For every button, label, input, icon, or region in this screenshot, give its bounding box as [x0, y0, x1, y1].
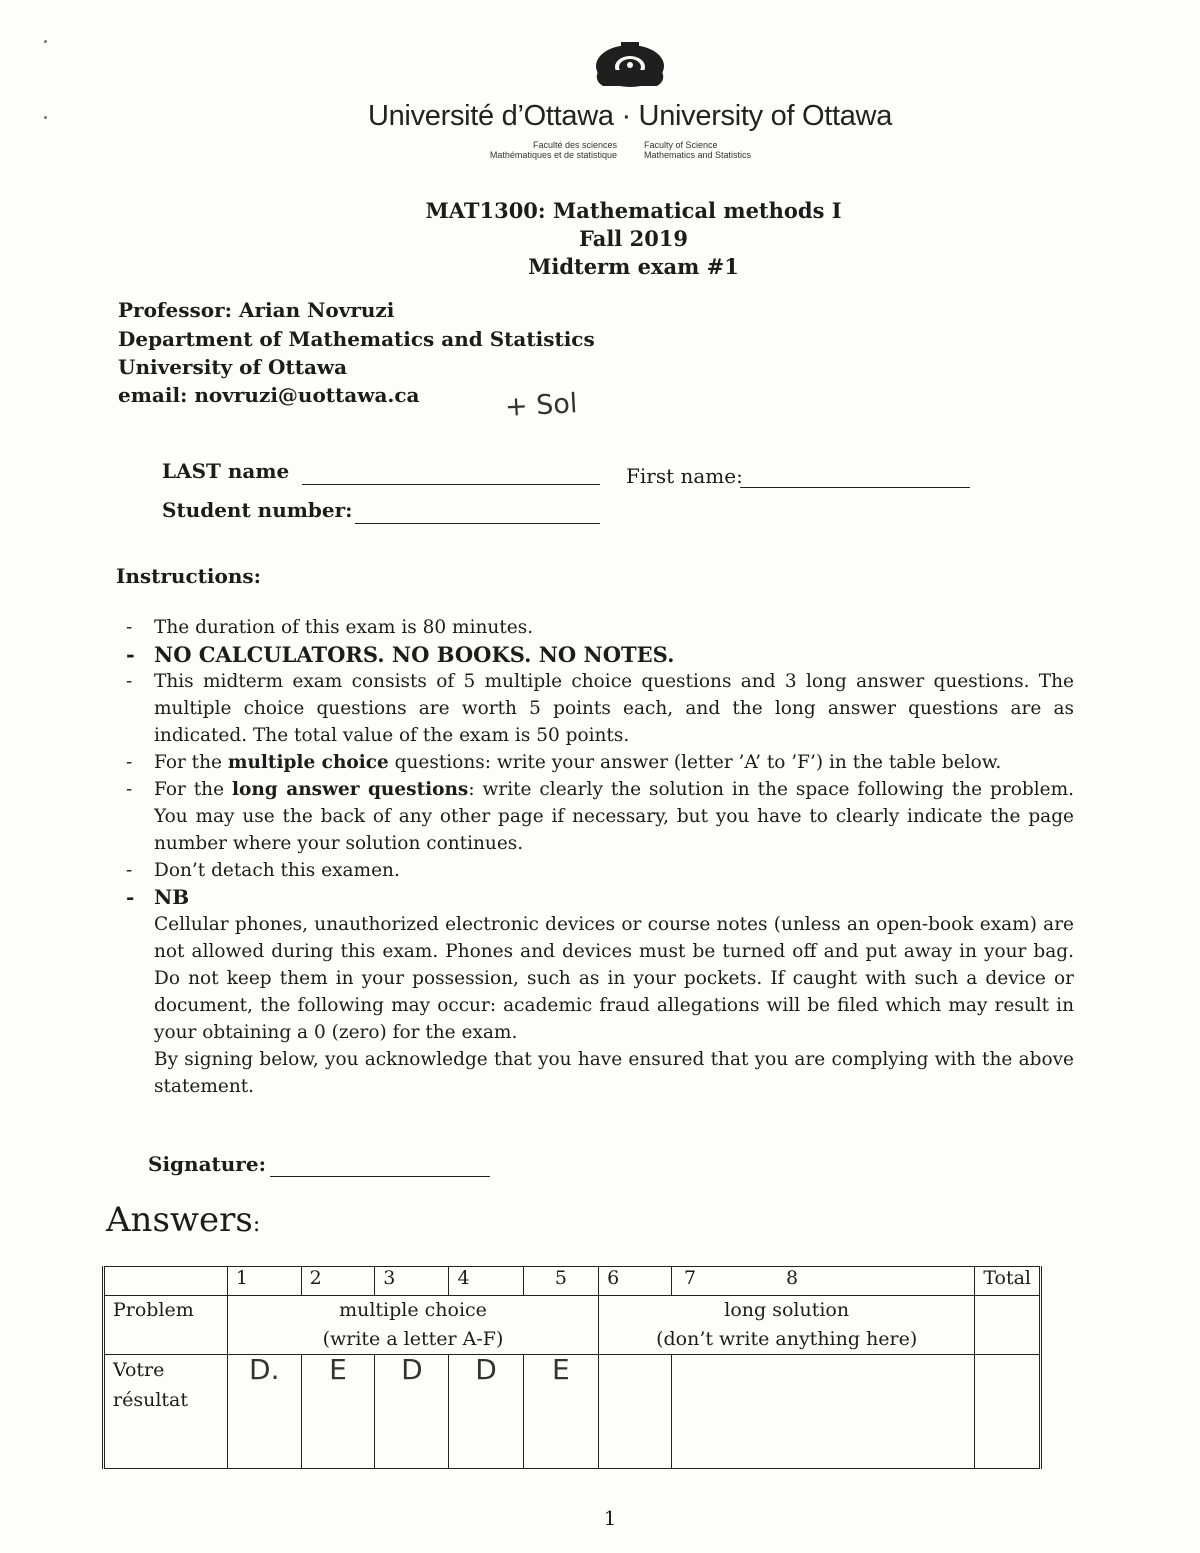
column-header: 1	[227, 1267, 301, 1296]
multiple-choice-label	[227, 1296, 598, 1355]
nb-paragraph: Cellular phones, unauthorized electronic devices or course notes (unless an open-book exam) are not allowed during this exam. Phones and devices must be turned off and put away in your bag. Do not keep them in your possession, such as in your pockets. If caught with such a device or document, the following may occur: academic fraud allegations will be filed which may result in your obtaining a 0 (zero) for the exam.	[154, 914, 1074, 1043]
mc-label-line1: multiple choice	[339, 1299, 487, 1321]
instruction-item	[126, 749, 1074, 776]
instruction-item: - Don’t detach this examen.	[126, 857, 1074, 884]
course-term: Fall 2019	[578, 226, 689, 251]
column-header-7: 7	[683, 1267, 697, 1289]
instruction-emphasis: long answer questions	[231, 779, 469, 800]
instruction-text: : write clearly the solution in the space following the problem. You may use the back of any other page if necessary, but you have to clearly indicate the page number where your solution continues.	[154, 779, 1075, 854]
student-number-line[interactable]	[355, 523, 600, 524]
result-label-line2: résultat	[113, 1389, 188, 1411]
long-solution-label	[599, 1296, 975, 1355]
answers-heading	[106, 1200, 260, 1240]
column-header: 5	[523, 1267, 598, 1296]
faculty-english-line2: Mathematics and Statistics	[644, 150, 752, 160]
row-label-problem: Problem	[104, 1296, 228, 1355]
instruction-item: - NO CALCULATORS. NO BOOKS. NO NOTES.	[126, 641, 1074, 668]
table-header-row	[104, 1267, 1041, 1296]
instruction-item-nb: - NB	[126, 884, 1074, 911]
instructions-heading: Instructions:	[116, 564, 262, 588]
table-corner-cell	[104, 1267, 228, 1296]
column-header: 4	[449, 1267, 523, 1296]
answers-table	[102, 1266, 1042, 1469]
course-title: MAT1300: Mathematical methods I	[425, 198, 842, 223]
handwritten-note: + Sol	[504, 388, 579, 423]
signature-label: Signature:	[148, 1152, 266, 1176]
instruction-item: - This midterm exam consists of 5 multiple choice questions and 3 long answer questions. The multiple choice questions are worth 5 points each, and the long answer questions are as indicated. The total value of the exam is 50 points.	[126, 668, 1074, 749]
column-header: 2	[301, 1267, 375, 1296]
answers-title-text: Answers	[106, 1200, 253, 1240]
column-header: 3	[375, 1267, 449, 1296]
signature-line[interactable]	[270, 1176, 490, 1177]
long-label-line2: (don’t write anything here)	[656, 1328, 918, 1350]
faculty-french	[452, 140, 617, 160]
instructions-list	[126, 614, 1074, 1100]
total-problem-cell	[975, 1296, 1041, 1355]
column-header: 6	[599, 1267, 672, 1296]
exam-title: Midterm exam #1	[528, 254, 739, 279]
page-number: 1	[603, 1506, 617, 1530]
answer-cell-1[interactable]: D.	[227, 1355, 301, 1469]
department: Department of Mathematics and Statistics	[118, 327, 595, 351]
first-name-label: First name:	[626, 464, 743, 488]
instruction-item	[126, 776, 1074, 857]
answers-title-colon: :	[252, 1212, 261, 1237]
first-name-line[interactable]	[740, 487, 970, 488]
answer-cell-2[interactable]: E	[301, 1355, 375, 1469]
faculty-french-line2: Mathématiques et de statistique	[489, 150, 617, 160]
faculty-french-line1: Faculté des sciences	[532, 140, 617, 150]
scan-speck	[44, 116, 47, 119]
answer-cell-3[interactable]: D	[375, 1355, 449, 1469]
faculty-english	[644, 140, 824, 160]
student-number-label: Student number:	[162, 498, 353, 522]
column-header-total: Total	[975, 1267, 1041, 1296]
column-header-8: 8	[785, 1267, 799, 1289]
last-name-line[interactable]	[302, 484, 600, 485]
row-label-result	[104, 1355, 228, 1469]
long-label-line1: long solution	[724, 1299, 850, 1321]
last-name-label: LAST name	[162, 459, 290, 483]
instruction-emphasis: multiple choice	[227, 752, 389, 773]
university-name: Université d’Ottawa · University of Ottawa	[367, 100, 893, 132]
long-result-cell-6	[599, 1355, 672, 1469]
column-header	[671, 1267, 974, 1296]
university-crest-logo	[591, 40, 669, 90]
professor-email: email: novruzi@uottawa.ca	[118, 383, 420, 407]
mc-label-line2: (write a letter A-F)	[322, 1328, 504, 1350]
answer-cell-5[interactable]: E	[523, 1355, 598, 1469]
instruction-item: - The duration of this exam is 80 minutes.	[126, 614, 1074, 641]
result-label-line1: Votre	[113, 1359, 165, 1381]
long-result-cell-7-8	[671, 1355, 974, 1469]
table-result-row	[104, 1355, 1041, 1469]
professor-name: Professor: Arian Novruzi	[118, 298, 395, 322]
instruction-text: For the	[154, 752, 228, 773]
university-line: University of Ottawa	[118, 355, 348, 379]
acknowledge-paragraph: By signing below, you acknowledge that you have ensured that you are complying with the above statement.	[154, 1049, 1074, 1097]
faculty-english-line1: Faculty of Science	[644, 140, 718, 150]
table-problem-row	[104, 1296, 1041, 1355]
answer-cell-4[interactable]: D	[449, 1355, 523, 1469]
instruction-text: For the	[154, 779, 232, 800]
total-result-cell	[975, 1355, 1041, 1469]
instruction-text: questions: write your answer (letter ’A’ to ’F’) in the table below.	[388, 752, 1002, 773]
scan-speck	[44, 40, 47, 43]
